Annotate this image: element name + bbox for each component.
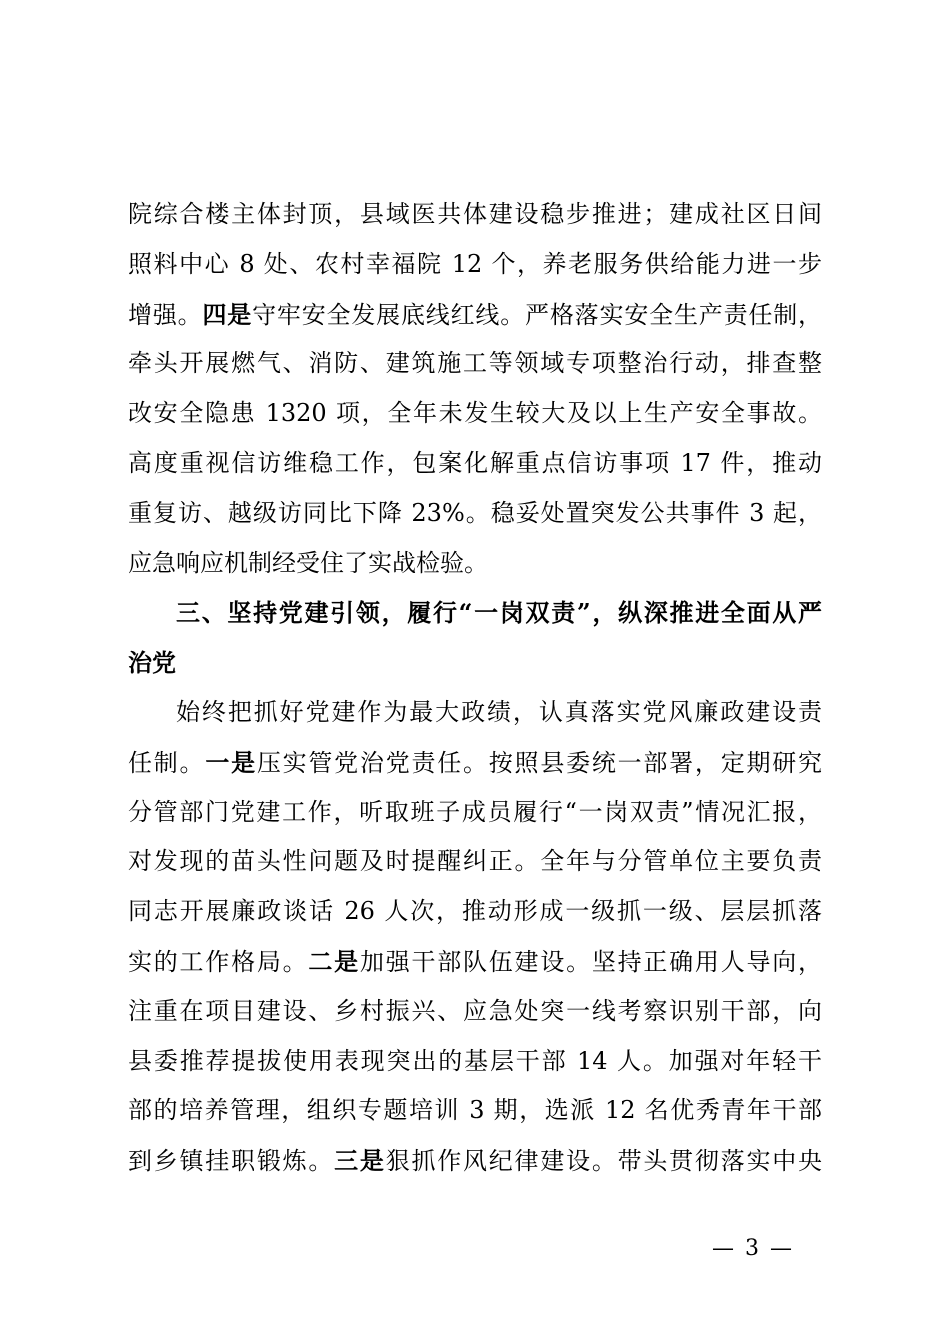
text-segment: 对发现的苗头性问题及时提醒纠正。全年与分管单位主要负责	[128, 847, 822, 876]
text-line	[128, 1037, 822, 1087]
bold-text: 四是	[202, 299, 253, 329]
text-segment: 实的工作格局。	[128, 947, 309, 976]
text-line	[128, 837, 822, 887]
text-line	[128, 1086, 822, 1136]
section-heading-line	[128, 588, 822, 638]
text-line	[128, 688, 822, 738]
text-segment: 院综合楼主体封顶，县域医共体建设稳步推进；建成社区日间	[128, 200, 822, 228]
text-segment: 重复访、越级访同比下降 23%。稳妥处置突发公共事件 3 起，	[128, 498, 822, 527]
bold-text: 三、坚持党建引领，履行“一岗双责”，纵深推进全面从严	[176, 598, 822, 628]
text-segment: 到乡镇挂职锻炼。	[128, 1147, 335, 1176]
bold-text: 二是	[308, 946, 360, 976]
text-segment: 应急响应机制经受住了实战检验。	[128, 548, 488, 577]
page-number: — 3 —	[712, 1236, 794, 1261]
text-line	[128, 887, 822, 937]
text-segment: 增强。	[128, 300, 203, 329]
text-line	[128, 788, 822, 838]
text-segment: 牵头开展燃气、消防、建筑施工等领域专项整治行动，排查整	[128, 349, 822, 378]
text-segment: 任制。	[128, 748, 206, 777]
text-line	[128, 190, 822, 240]
bold-text: 三是	[334, 1146, 386, 1176]
bold-text: 治党	[128, 648, 176, 678]
text-segment: 压实管党治党责任。按照县委统一部署，定期研究	[256, 748, 823, 777]
text-segment: 守牢安全发展底线红线。严格落实安全生产责任制，	[252, 300, 823, 329]
text-line	[128, 389, 822, 439]
text-line	[128, 339, 822, 389]
text-segment: 县委推荐提拔使用表现突出的基层干部 14 人。加强对年轻干	[128, 1046, 822, 1075]
text-segment: 注重在项目建设、乡村振兴、应急处突一线考察识别干部，向	[128, 996, 822, 1025]
section-heading-line	[128, 638, 822, 688]
text-line	[128, 937, 822, 987]
text-line	[128, 489, 822, 539]
text-segment: 同志开展廉政谈话 26 人次，推动形成一级抓一级、层层抓落	[128, 897, 822, 926]
text-segment: 照料中心 8 处、农村幸福院 12 个，养老服务供给能力进一步	[128, 249, 822, 278]
text-line	[128, 290, 822, 340]
text-segment: 改安全隐患 1320 项，全年未发生较大及以上生产安全事故。	[128, 399, 822, 428]
text-segment: 部的培养管理，组织专题培训 3 期，选派 12 名优秀青年干部	[128, 1096, 822, 1125]
text-line	[128, 987, 822, 1037]
text-line	[128, 738, 822, 788]
text-segment: 狠抓作风纪律建设。带头贯彻落实中央	[385, 1147, 823, 1176]
text-line	[128, 240, 822, 290]
text-segment: 高度重视信访维稳工作，包案化解重点信访事项 17 件，推动	[128, 448, 822, 477]
text-segment: 始终把抓好党建作为最大政绩，认真落实党风廉政建设责	[176, 697, 822, 726]
text-line	[128, 539, 822, 589]
bold-text: 一是	[205, 747, 257, 777]
text-line	[128, 439, 822, 489]
document-body	[128, 190, 822, 1186]
text-line	[128, 1136, 822, 1186]
text-segment: 加强干部队伍建设。坚持正确用人导向，	[359, 947, 823, 976]
text-segment: 分管部门党建工作，听取班子成员履行“一岗双责”情况汇报，	[128, 797, 822, 826]
